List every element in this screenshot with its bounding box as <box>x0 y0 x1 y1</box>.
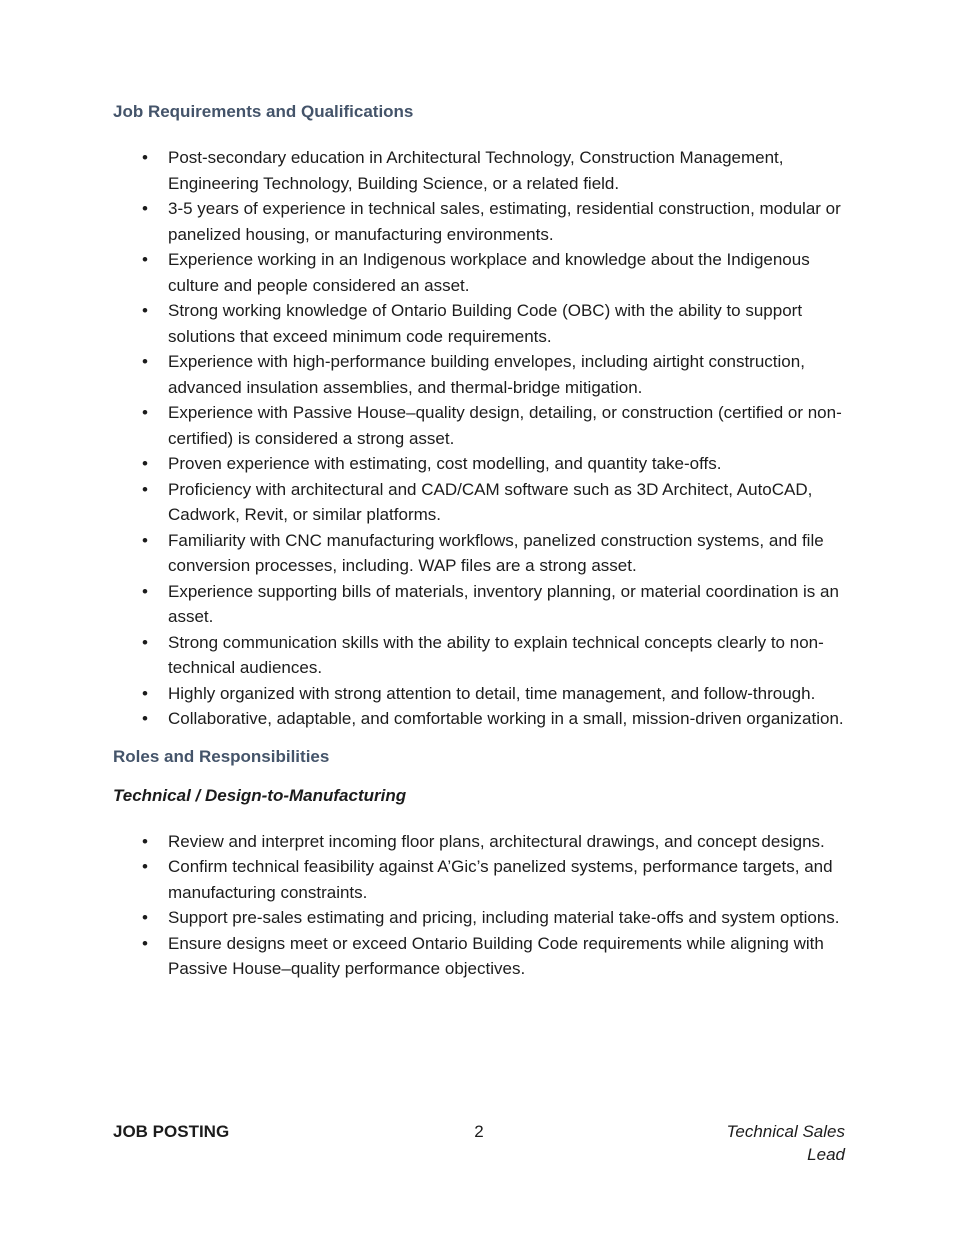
list-item: • Experience with Passive House–quality design, detailing, or construction (certified or non-certified) is considered a strong asset. <box>168 400 848 451</box>
list-item: • Confirm technical feasibility against A’Gic’s panelized systems, performance targets, and manufacturing constraints. <box>168 854 848 905</box>
document-content <box>113 101 848 982</box>
page-footer <box>113 1120 845 1166</box>
footer-document-label: JOB POSTING <box>113 1122 230 1141</box>
section-heading-roles-responsibilities: Roles and Responsibilities <box>113 746 330 766</box>
list-item: • Strong working knowledge of Ontario Building Code (OBC) with the ability to support solutions that exceed minimum code requirements. <box>168 298 848 349</box>
list-item: • Review and interpret incoming floor plans, architectural drawings, and concept designs. <box>168 829 848 855</box>
list-item: • Experience working in an Indigenous workplace and knowledge about the Indigenous culture and people considered an asset. <box>168 247 848 298</box>
responsibilities-list <box>113 829 848 982</box>
footer-page-number: 2 <box>474 1122 484 1141</box>
list-item: • Experience with high-performance building envelopes, including airtight construction, advanced insulation assemblies, and thermal-bridge mitigation. <box>168 349 848 400</box>
list-item: • Experience supporting bills of materials, inventory planning, or material coordination is an asset. <box>168 579 848 630</box>
list-item: • Ensure designs meet or exceed Ontario Building Code requirements while aligning with Passive House–quality performance objectives. <box>168 931 848 982</box>
list-item: • Proficiency with architectural and CAD/CAM software such as 3D Architect, AutoCAD, Cadwork, Revit, or similar platforms. <box>168 477 848 528</box>
list-item: • Proven experience with estimating, cost modelling, and quantity take-offs. <box>168 451 848 477</box>
list-item: • Post-secondary education in Architectural Technology, Construction Management, Engineering Technology, Building Science, or a related field. <box>168 145 848 196</box>
footer-document-title-wrap <box>484 1120 845 1166</box>
section-heading-job-requirements: Job Requirements and Qualifications <box>113 102 414 121</box>
list-item: • Strong communication skills with the ability to explain technical concepts clearly to non-technical audiences. <box>168 630 848 681</box>
list-item: • Familiarity with CNC manufacturing workflows, panelized construction systems, and file conversion processes, including. WAP files are a strong asset. <box>168 528 848 579</box>
list-item: • Collaborative, adaptable, and comfortable working in a small, mission-driven organization. <box>168 706 848 732</box>
subsection-heading-technical-design-to-manufacturing: Technical / Design-to-Manufacturing <box>113 785 407 805</box>
requirements-list <box>113 145 848 732</box>
footer-document-title: Technical Sales Lead <box>726 1122 845 1164</box>
list-item: • 3-5 years of experience in technical sales, estimating, residential construction, modular or panelized housing, or manufacturing environments. <box>168 196 848 247</box>
list-item: • Support pre-sales estimating and pricing, including material take-offs and system options. <box>168 905 848 931</box>
list-item: • Highly organized with strong attention to detail, time management, and follow-through. <box>168 681 848 707</box>
